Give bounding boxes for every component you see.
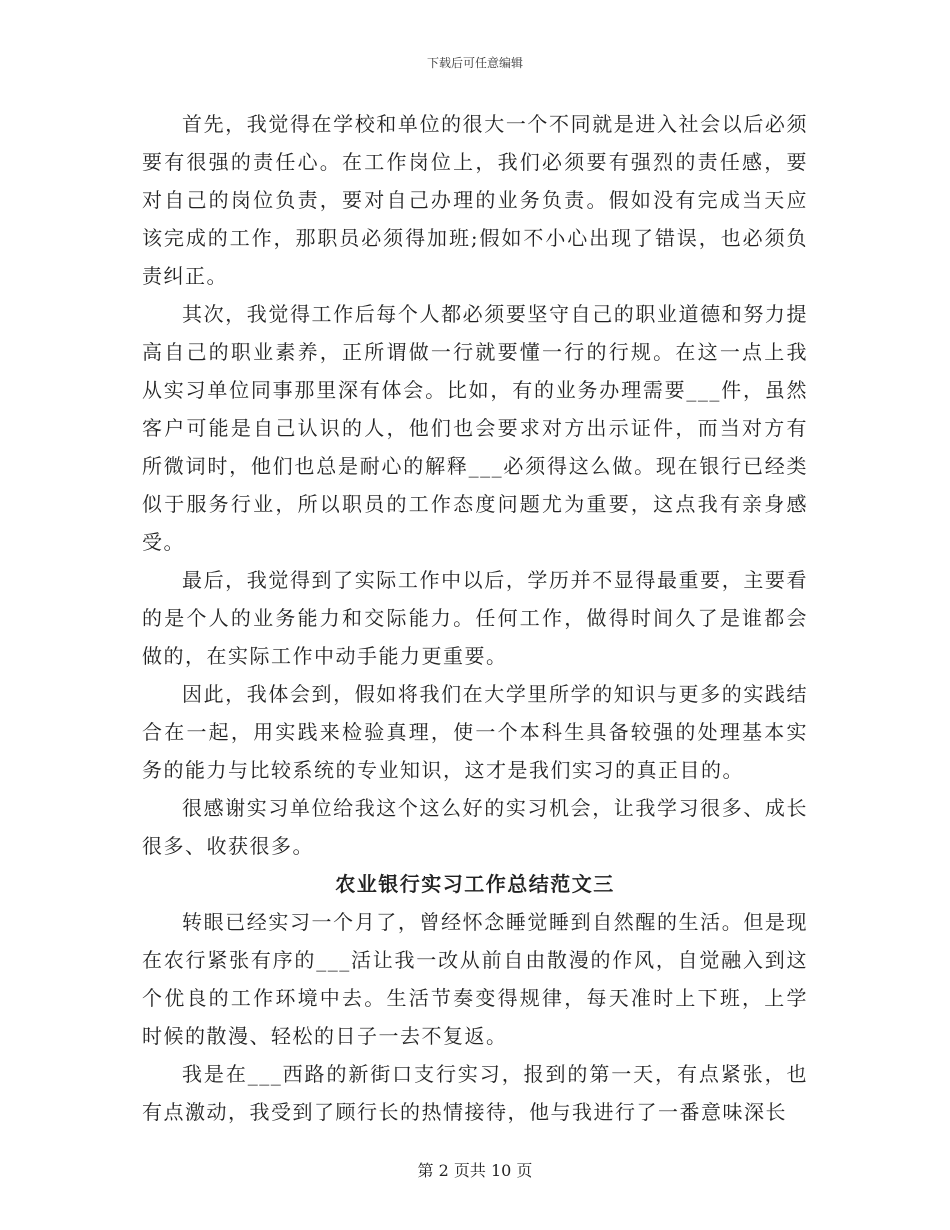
section-title: 农业银行实习工作总结范文三	[335, 872, 615, 896]
paragraph: 最后，我觉得到了实际工作中以后，学历并不显得最重要，主要看的是个人的业务能力和交际能力。任何工作，做得时间久了是谁都会做的，在实际工作中动手能力更重要。	[142, 568, 808, 668]
document-body	[142, 105, 808, 1131]
paragraph: 其次，我觉得工作后每个人都必须要坚守自己的职业道德和努力提高自己的职业素养，正所谓做一行就要懂一行的行规。在这一点上我从实习单位同事那里深有体会。比如，有的业务办理需要___件，虽然客户可能是自己认识的人，他们也会要求对方出示证件，而当对方有所微词时，他们也总是耐心的解释___必须得这么做。现在银行已经类似于服务行业，所以职员的工作态度问题尤为重要，这点我有亲身感受。	[142, 302, 808, 554]
paragraph: 首先，我觉得在学校和单位的很大一个不同就是进入社会以后必须要有很强的责任心。在工作岗位上，我们必须要有强烈的责任感，要对自己的岗位负责，要对自己办理的业务负责。假如没有完成当天应该完成的工作，那职员必须得加班;假如不小心出现了错误，也必须负责纠正。	[142, 112, 808, 288]
paragraph: 很感谢实习单位给我这个这么好的实习机会，让我学习很多、成长很多、收获很多。	[142, 796, 808, 858]
page-footer-number: 第 2 页共 10 页	[417, 1161, 533, 1180]
paragraph: 转眼已经实习一个月了，曾经怀念睡觉睡到自然醒的生活。但是现在农行紧张有序的___活让我一改从前自由散漫的作风，自觉融入到这个优良的工作环境中去。生活节奏变得规律，每天准时上下班，上学时候的散漫、轻松的日子一去不复返。	[142, 910, 808, 1048]
page-header-note: 下载后可任意编辑	[426, 56, 523, 70]
paragraph: 因此，我体会到，假如将我们在大学里所学的知识与更多的实践结合在一起，用实践来检验真理，使一个本科生具备较强的处理基本实务的能力与比较系统的专业知识，这才是我们实习的真正目的。	[142, 682, 808, 782]
paragraph: 我是在___西路的新街口支行实习，报到的第一天，有点紧张，也有点激动，我受到了顾行长的热情接待，他与我进行了一番意味深长	[142, 1062, 808, 1124]
